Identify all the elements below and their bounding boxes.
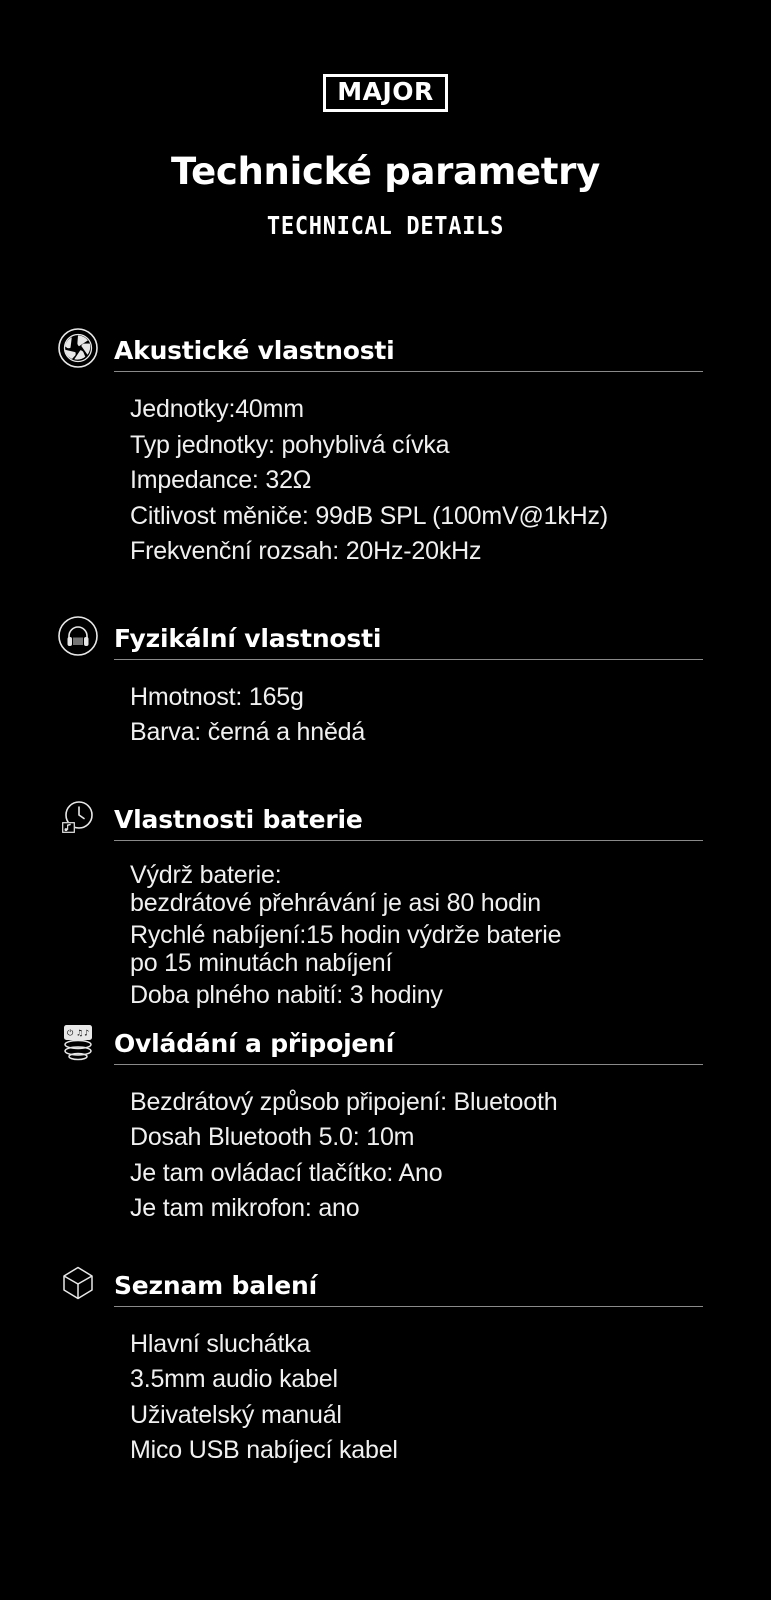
spec-line: Mico USB nabíjecí kabel — [130, 1436, 398, 1465]
section-header — [0, 795, 771, 841]
brand-logo: MAJOR — [323, 74, 448, 112]
spacer — [0, 570, 771, 614]
page-subtitle: TECHNICAL DETAILS — [266, 211, 505, 241]
svg-text:♪: ♪ — [84, 1028, 90, 1038]
spec-line: Dosah Bluetooth 5.0: 10m — [130, 1123, 415, 1152]
spec-line: Hlavní sluchátka — [130, 1329, 311, 1358]
spec-line: Citlivost měniče: 99dB SPL (100mV@1kHz) — [130, 501, 608, 530]
svg-text:⏻: ⏻ — [67, 1028, 74, 1038]
section-controls — [0, 1019, 771, 1227]
section-title-rule — [114, 624, 703, 660]
spacer — [0, 751, 771, 795]
spec-line: Rychlé nabíjení:15 hodin výdrže baterie — [130, 920, 562, 949]
spec-line: Jednotky:40mm — [130, 395, 304, 424]
spec-line: Je tam mikrofon: ano — [130, 1194, 360, 1223]
spec-line: Výdrž baterie: — [130, 860, 282, 889]
page-title: Technické parametry — [171, 150, 600, 194]
section-title-rule — [114, 336, 703, 372]
aperture-icon — [56, 326, 100, 370]
spacer — [0, 1009, 771, 1019]
spec-line: Frekvenční rozsah: 20Hz-20kHz — [130, 537, 482, 566]
spec-line: Uživatelský manuál — [130, 1400, 342, 1429]
sections-list — [0, 326, 771, 1469]
spec-line: Je tam ovládací tlačítko: Ano — [130, 1158, 443, 1187]
section-title: Vlastnosti baterie — [114, 804, 363, 834]
spacer — [0, 1227, 771, 1261]
spec-line: Typ jednotky: pohyblivá cívka — [130, 430, 450, 459]
section-title-rule — [114, 1029, 703, 1065]
section-body — [0, 680, 771, 751]
section-title: Akustické vlastnosti — [114, 336, 395, 366]
section-packing-list — [0, 1261, 771, 1469]
section-body — [0, 861, 771, 1009]
section-title: Seznam balení — [114, 1270, 317, 1300]
spec-line: bezdrátové přehrávání je asi 80 hodin — [130, 888, 541, 917]
section-title-rule — [114, 805, 703, 841]
section-header — [0, 1261, 771, 1307]
section-header — [0, 614, 771, 660]
spec-line: Hmotnost: 165g — [130, 682, 304, 711]
spec-line: po 15 minutách nabíjení — [130, 948, 393, 977]
section-body — [0, 392, 771, 570]
headphones-icon — [56, 614, 100, 658]
section-title: Fyzikální vlastnosti — [114, 623, 382, 653]
section-body — [0, 1085, 771, 1227]
section-header — [0, 1019, 771, 1065]
open-box-icon — [56, 1261, 100, 1305]
spec-line: Bezdrátový způsob připojení: Bluetooth — [130, 1087, 558, 1116]
clock-music-icon — [56, 795, 100, 839]
brand-header — [0, 0, 771, 112]
section-title-rule — [114, 1271, 703, 1307]
spec-line: Doba plného nabití: 3 hodiny — [130, 980, 443, 1009]
spec-line: 3.5mm audio kabel — [130, 1365, 338, 1394]
spec-line: Barva: černá a hnědá — [130, 718, 366, 747]
spec-line: Impedance: 32Ω — [130, 466, 312, 495]
svg-text:♫: ♫ — [76, 1028, 84, 1038]
section-title: Ovládání a připojení — [114, 1028, 395, 1058]
section-battery — [0, 795, 771, 1009]
control-button-icon — [56, 1019, 100, 1063]
section-body — [0, 1327, 771, 1469]
section-physical — [0, 614, 771, 751]
section-acoustic — [0, 326, 771, 570]
section-header — [0, 326, 771, 372]
